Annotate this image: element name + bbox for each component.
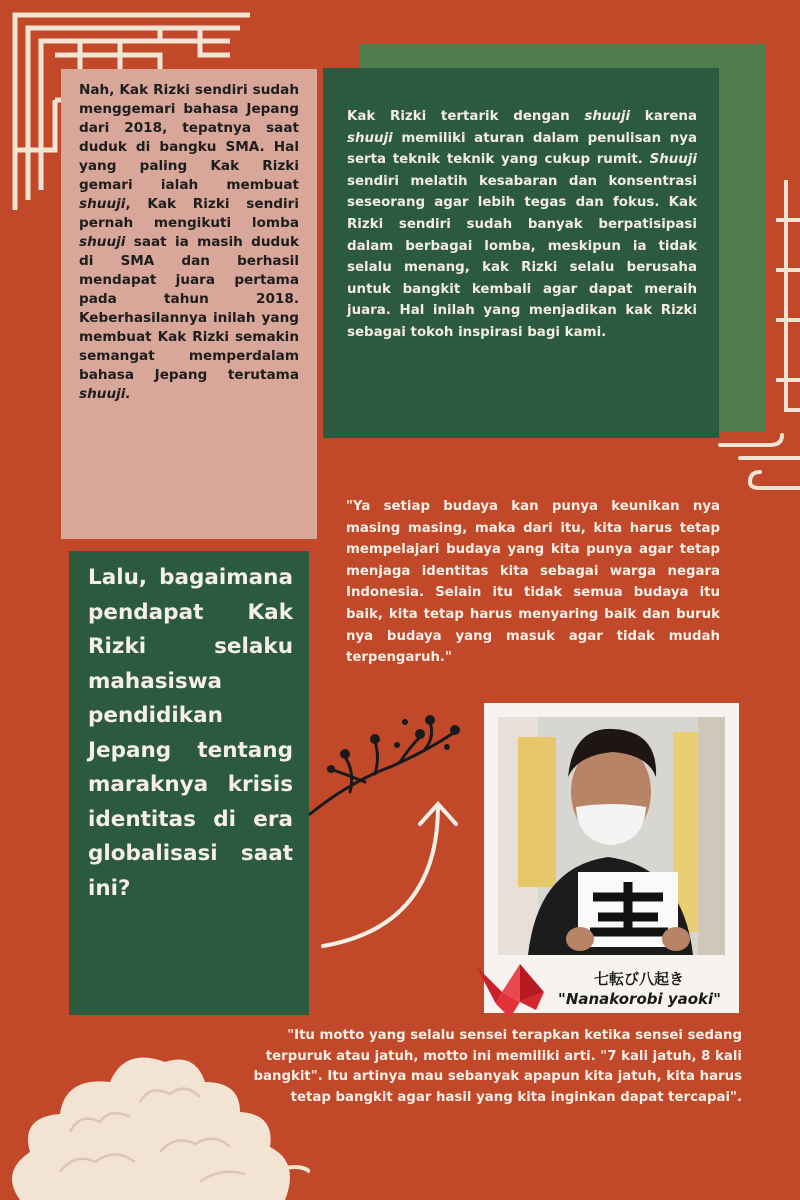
italic-term: Shuuji [649, 152, 697, 168]
text-run: Nah, Kak Rizki sendiri sudah menggemari bahasa Jepang dari 2018, tepatnya saat duduk di bangku SMA. Hal yang paling Kak Rizki gemari ialah membuat [79, 82, 299, 193]
opinion-quote: "Ya setiap budaya kan punya keunikan nya masing masing, maka dari itu, kita harus tetap mempelajari budaya yang kita punya agar tetap menjaga identitas kita sebagai warga negara Indonesia. Selain itu tidak semua budaya itu baik, kita tetap harus menyaring baik dan buruk nya budaya yang masuk agar tidak mudah terpengaruh." [346, 499, 720, 666]
italic-term: shuuji. [79, 386, 131, 402]
italic-term: shuuji [79, 196, 126, 212]
intro-text-box [61, 69, 317, 539]
italic-term: shuuji [79, 234, 126, 250]
text-run: Kak Rizki tertarik dengan [347, 109, 585, 124]
portrait-photo [498, 717, 725, 955]
origami-crane-icon [474, 962, 546, 1020]
italic-term: shuuji [347, 130, 393, 146]
question-text: Lalu, bagaimana pendapat Kak Rizki selaku mahasiswa pendidikan Jepang tentang maraknya krisis identitas di era globalisasi saat ini? [88, 565, 293, 901]
text-run: memiliki aturan dalam penulisan nya serta teknik teknik yang cukup rumit. [347, 130, 697, 168]
cloud-ornament-icon [700, 430, 800, 490]
motto-explanation-quote: "Itu motto yang selalu sensei terapkan ketika sensei sedang terpuruk atau jatuh, motto ini memiliki arti. "7 kali jatuh, 8 kali bangkit". Itu artinya mau sebanyak apapun kita jatuh, kita harus tetap bangkit agar hasil yang kita inginkan dapat tercapai". [253, 1028, 742, 1105]
italic-term: shuuji [584, 109, 631, 124]
text-run: sendiri melatih kesabaran dan konsentrasi seseorang agar lebih tegas dan fokus. Kak Rizki sendiri sudah banyak berpatisipasi dalam berbagai lomba, meskipun ia tidak selalu menang, kak Rizki selalu berusaha untuk bangkit kembali agar dapat meraih juara. Hal inilah yang menjadikan kak Rizki sebagai tokoh inspirasi bagi kami. [347, 173, 697, 340]
motto-romaji: "Nanakorobi yaoki" [558, 990, 721, 1008]
cloud-ornament-icon [0, 1022, 310, 1200]
intro-paragraph [79, 81, 299, 404]
text-run: karena [630, 109, 698, 124]
shuuji-text-box [323, 68, 719, 438]
curved-arrow-icon [318, 796, 468, 956]
text-run: , Kak Rizki sendiri pernah mengikuti lomba [79, 196, 299, 231]
text-run: saat ia masih duduk di SMA dan berhasil mendapat juara pertama pada tahun 2018. Keberhasilannya inilah yang membuat Kak Rizki semakin semangat memperdalam bahasa Jepang terutama [79, 234, 299, 383]
shuuji-paragraph [347, 106, 697, 344]
lattice-ornament-icon [772, 180, 800, 420]
motto-japanese: 七転び八起き [593, 970, 684, 988]
question-box [69, 551, 309, 1015]
